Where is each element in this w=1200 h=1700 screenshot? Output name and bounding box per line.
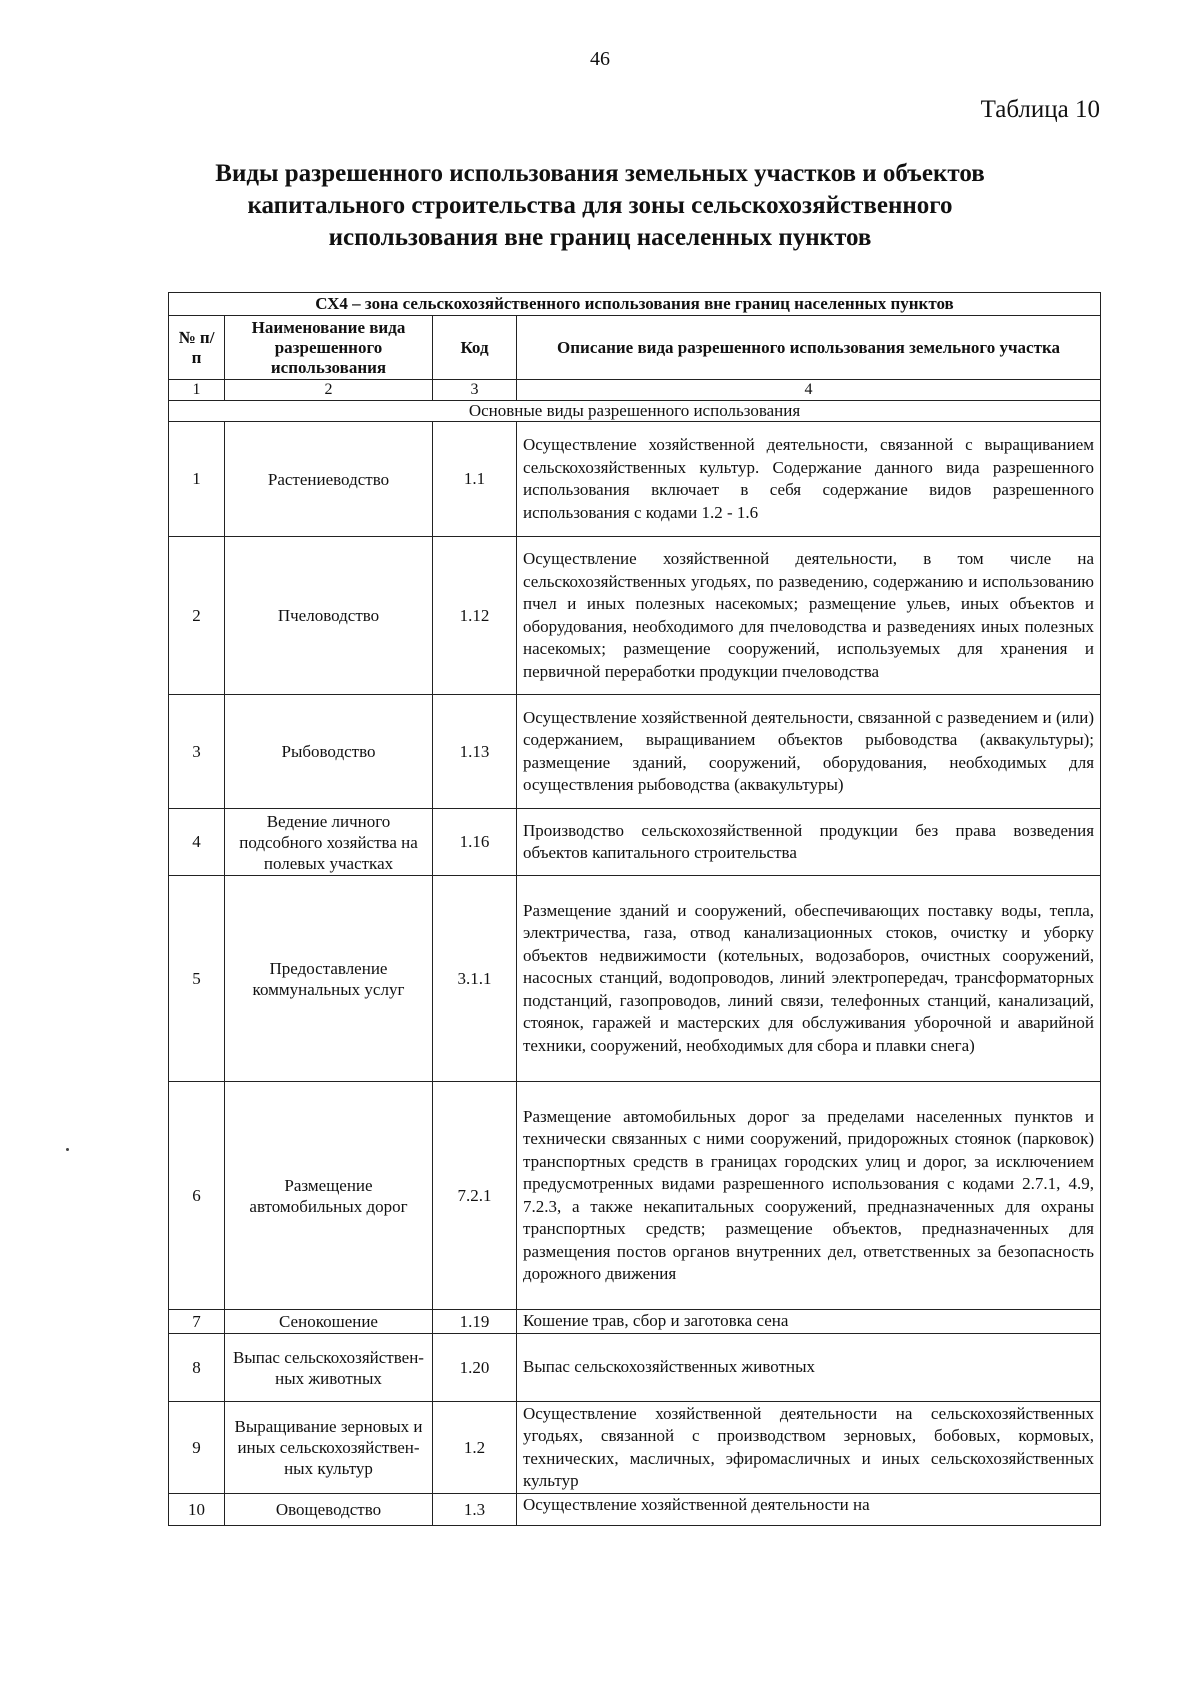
row-code: 1.12 <box>433 537 517 695</box>
table-row <box>169 1334 1101 1402</box>
row-code: 1.19 <box>433 1310 517 1334</box>
row-description: Осуществление хозяйственной деятельности, связанной с разведением и (или) содержанием, выращиванием объектов рыбоводства (аквакультуры); размещение зданий, сооружений, оборудования, необходимых для осуществления рыбоводства (аквакультуры) <box>517 695 1101 809</box>
row-name: Предоставление коммунальных услуг <box>225 876 433 1082</box>
row-name: Ведение личного подсобного хозяйства на полевых участках <box>225 809 433 876</box>
row-number: 4 <box>169 809 225 876</box>
row-number: 6 <box>169 1082 225 1310</box>
table-row <box>169 695 1101 809</box>
row-description: Осуществление хозяйственной деятельности на сельскохозяйственных угодьях, связанной с производством зерновых, бобовых, кормовых, технических, масличных, эфиромасличных и иных сельскохозяйственных культур <box>517 1402 1101 1494</box>
row-name: Выращивание зерновых и иных сельскохозяйствен-ных культур <box>225 1402 433 1494</box>
row-description: Кошение трав, сбор и заготовка сена <box>517 1310 1101 1334</box>
row-number: 3 <box>169 695 225 809</box>
row-code: 1.3 <box>433 1494 517 1526</box>
row-name: Сенокошение <box>225 1310 433 1334</box>
row-code: 1.1 <box>433 422 517 537</box>
row-description: Производство сельскохозяйственной продукции без права возведения объектов капитального строительства <box>517 809 1101 876</box>
document-title <box>130 158 1070 254</box>
row-number: 9 <box>169 1402 225 1494</box>
row-code: 3.1.1 <box>433 876 517 1082</box>
column-number: 3 <box>433 380 517 401</box>
header-num: № п/п <box>169 316 225 380</box>
zone-caption: СХ4 – зона сельскохозяйственного использования вне границ населенных пунктов <box>169 293 1101 316</box>
row-code: 1.20 <box>433 1334 517 1402</box>
header-code: Код <box>433 316 517 380</box>
table-row <box>169 422 1101 537</box>
table-row <box>169 809 1101 876</box>
table-row <box>169 1494 1101 1526</box>
row-name: Пчеловодство <box>225 537 433 695</box>
table-row <box>169 1402 1101 1494</box>
page-number: 46 <box>590 48 610 70</box>
row-number: 10 <box>169 1494 225 1526</box>
table-row <box>169 1082 1101 1310</box>
table-row <box>169 537 1101 695</box>
header-description: Описание вида разрешенного использования земельного участка <box>517 316 1101 380</box>
row-name: Выпас сельскохозяйствен-ных животных <box>225 1334 433 1402</box>
row-code: 1.16 <box>433 809 517 876</box>
row-description: Осуществление хозяйственной деятельности, в том числе на сельскохозяйственных угодьях, по разведению, содержанию и использованию пчел и иных полезных насекомых; размещение ульев, иных объектов и оборудования, необходимого для пчеловодства и разведениях иных полезных насекомых; размещение сооружений, используемых для хранения и первичной переработки продукции пчеловодства <box>517 537 1101 695</box>
row-name: Растениеводство <box>225 422 433 537</box>
row-code: 1.13 <box>433 695 517 809</box>
column-number: 1 <box>169 380 225 401</box>
column-number: 2 <box>225 380 433 401</box>
row-number: 5 <box>169 876 225 1082</box>
table-label: Таблица 10 <box>980 96 1100 123</box>
row-description: Выпас сельскохозяйственных животных <box>517 1334 1101 1402</box>
column-number: 4 <box>517 380 1101 401</box>
row-code: 7.2.1 <box>433 1082 517 1310</box>
row-number: 8 <box>169 1334 225 1402</box>
header-name: Наименование вида разрешенного использования <box>225 316 433 380</box>
row-name: Рыбоводство <box>225 695 433 809</box>
section-title: Основные виды разрешенного использования <box>169 401 1101 422</box>
row-description: Осуществление хозяйственной деятельности, связанной с выращиванием сельскохозяйственных культур. Содержание данного вида разрешенного использования включает в себя содержание видов разрешенного использования с кодами 1.2 - 1.6 <box>517 422 1101 537</box>
row-description: Осуществление хозяйственной деятельности на <box>517 1494 1101 1526</box>
row-number: 2 <box>169 537 225 695</box>
row-description: Размещение зданий и сооружений, обеспечивающих поставку воды, тепла, электричества, газа, отвод канализационных стоков, очистку и уборку объектов недвижимости (котельных, водозаборов, очистных сооружений, насосных станций, водопроводов, линий электропередач, трансформаторных подстанций, газопроводов, линий связи, телефонных станций, канализаций, стоянок, гаражей и мастерских для обслуживания уборочной и аварийной техники, сооружений, необходимых для сбора и плавки снега) <box>517 876 1101 1082</box>
title-line: использования вне границ населенных пунктов <box>328 224 872 251</box>
row-description: Размещение автомобильных дорог за пределами населенных пунктов и технически связанных с ними сооружений, придорожных стоянок (парковок) транспортных средств в границах городских улиц и дорог, за исключением предусмотренных видами разрешенного использования с кодами 2.7.1, 4.9, 7.2.3, а также некапитальных сооружений, предназначенных для охраны транспортных средств; размещение объектов, предназначенных для размещения постов органов внутренних дел, ответственных за безопасность дорожного движения <box>517 1082 1101 1310</box>
title-line: капитального строительства для зоны сельскохозяйственного <box>247 192 953 219</box>
table-row <box>169 876 1101 1082</box>
title-line: Виды разрешенного использования земельных участков и объектов <box>215 160 985 187</box>
row-name: Овощеводство <box>225 1494 433 1526</box>
scan-speck <box>66 1148 69 1151</box>
land-use-table <box>168 292 1101 1526</box>
row-code: 1.2 <box>433 1402 517 1494</box>
row-number: 7 <box>169 1310 225 1334</box>
row-name: Размещение автомобильных дорог <box>225 1082 433 1310</box>
row-number: 1 <box>169 422 225 537</box>
table-row <box>169 1310 1101 1334</box>
